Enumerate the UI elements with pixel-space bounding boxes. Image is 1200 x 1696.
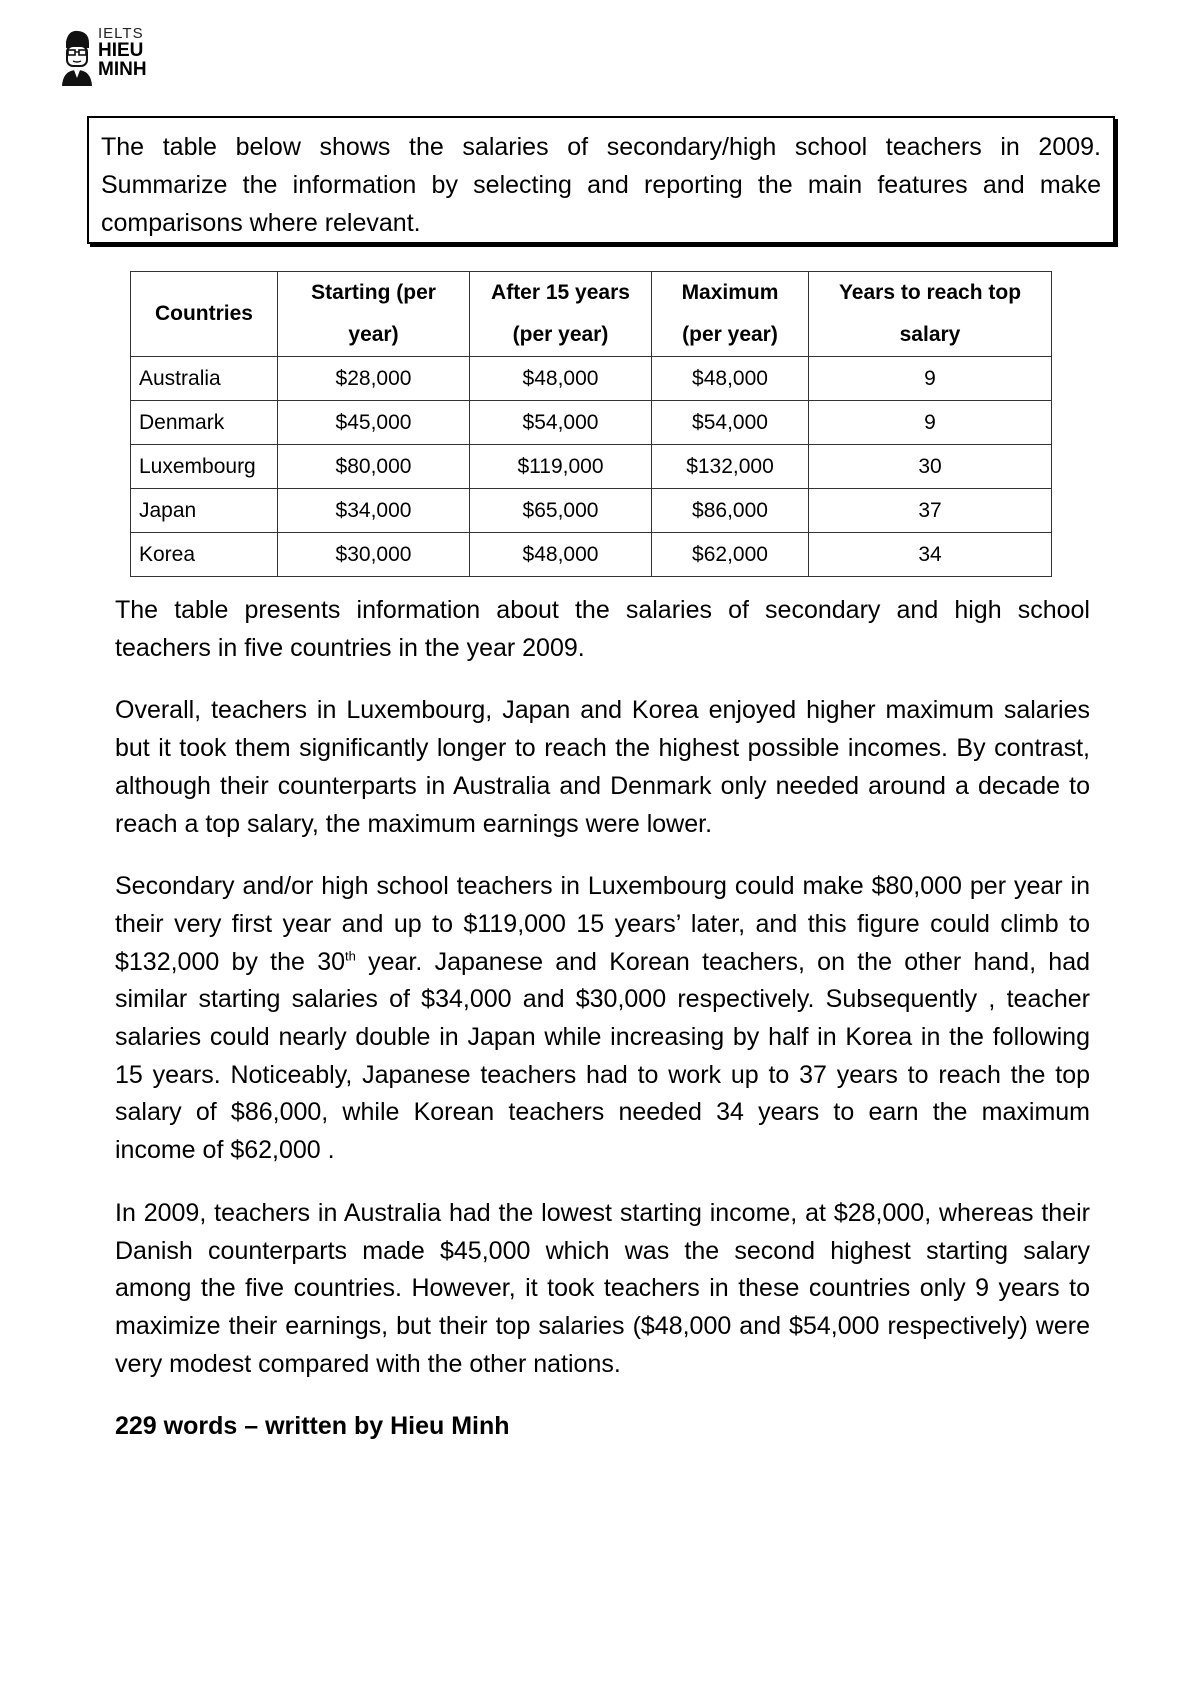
cell-country: Korea xyxy=(131,533,278,577)
table-row xyxy=(131,401,1052,445)
essay-paragraph-overview: Overall, teachers in Luxembourg, Japan and Korea enjoyed higher maximum salaries but it took them significantly longer to reach the highest possible incomes. By contrast, although their counterparts in Australia and Denmark only needed around a decade to reach a top salary, the maximum earnings were lower. xyxy=(115,696,1090,838)
cell-years: 9 xyxy=(809,401,1052,445)
cell-after-15: $119,000 xyxy=(470,445,652,489)
header-starting: Starting (per year) xyxy=(278,272,470,357)
cell-after-15: $54,000 xyxy=(470,401,652,445)
cell-maximum: $86,000 xyxy=(652,489,809,533)
cell-years: 37 xyxy=(809,489,1052,533)
cell-starting: $28,000 xyxy=(278,357,470,401)
task-prompt-text: The table below shows the salaries of secondary/high school teachers in 2009. Summarize the information by selecting and reporting the main features and make comparisons where relevant. xyxy=(101,133,1101,237)
cell-country: Japan xyxy=(131,489,278,533)
cell-starting: $34,000 xyxy=(278,489,470,533)
header-maximum: Maximum (per year) xyxy=(652,272,809,357)
essay-p3-text-b: year. Japanese and Korean teachers, on the other hand, had similar starting salaries of $34,000 and $30,000 respectively. Subsequently , teacher salaries could nearly double in Japan while increasing by half in Korea in the following 15 years. Noticeably, Japanese teachers had to work up to 37 years to reach the top salary of $86,000, while Korean teachers needed 34 years to earn the maximum income of $62,000 . xyxy=(115,947,1091,1165)
essay-p3-text-a: Secondary and/or high school teachers in Luxembourg could make $80,000 per year in their very first year and up to $119,000 15 years’ later, and this figure could climb to $132,000 by the 30 xyxy=(115,872,1090,976)
cell-years: 9 xyxy=(809,357,1052,401)
cell-after-15: $48,000 xyxy=(470,533,652,577)
essay-paragraph-body-1 xyxy=(115,868,1090,1170)
cell-country: Australia xyxy=(131,357,278,401)
ordinal-suffix: th xyxy=(345,948,356,964)
table-header-row xyxy=(131,272,1052,357)
essay-body xyxy=(115,592,1090,1471)
essay-signature: 229 words – written by Hieu Minh xyxy=(115,1412,510,1441)
header-after-15-years: After 15 years (per year) xyxy=(470,272,652,357)
cell-maximum: $48,000 xyxy=(652,357,809,401)
logo-name-line2: MINH xyxy=(98,59,147,80)
logo-name-line1: HIEU xyxy=(98,40,144,61)
header-countries: Countries xyxy=(131,272,278,357)
cell-years: 34 xyxy=(809,533,1052,577)
cell-country: Luxembourg xyxy=(131,445,278,489)
cell-maximum: $62,000 xyxy=(652,533,809,577)
table-row xyxy=(131,533,1052,577)
cell-starting: $45,000 xyxy=(278,401,470,445)
table-row xyxy=(131,489,1052,533)
salary-table xyxy=(130,271,1052,577)
cell-country: Denmark xyxy=(131,401,278,445)
cell-maximum: $132,000 xyxy=(652,445,809,489)
cell-starting: $80,000 xyxy=(278,445,470,489)
essay-paragraph-intro: The table presents information about the salaries of secondary and high school teachers in five countries in the year 2009. xyxy=(115,596,1090,662)
table-row xyxy=(131,357,1052,401)
cell-starting: $30,000 xyxy=(278,533,470,577)
table-row xyxy=(131,445,1052,489)
avatar-face-icon xyxy=(60,28,94,88)
task-prompt-box xyxy=(87,116,1115,244)
header-years-to-top: Years to reach top salary xyxy=(809,272,1052,357)
essay-paragraph-body-2: In 2009, teachers in Australia had the lowest starting income, at $28,000, whereas their Danish counterparts made $45,000 which was the second highest starting salary among the five countries. However, it took teachers in these countries only 9 years to maximize their earnings, but their top salaries ($48,000 and $54,000 respectively) were very modest compared with the other nations. xyxy=(115,1198,1090,1378)
cell-maximum: $54,000 xyxy=(652,401,809,445)
logo-ielts-text: IELTS xyxy=(98,25,144,42)
cell-years: 30 xyxy=(809,445,1052,489)
hieu-minh-logo xyxy=(60,26,170,90)
cell-after-15: $65,000 xyxy=(470,489,652,533)
cell-after-15: $48,000 xyxy=(470,357,652,401)
